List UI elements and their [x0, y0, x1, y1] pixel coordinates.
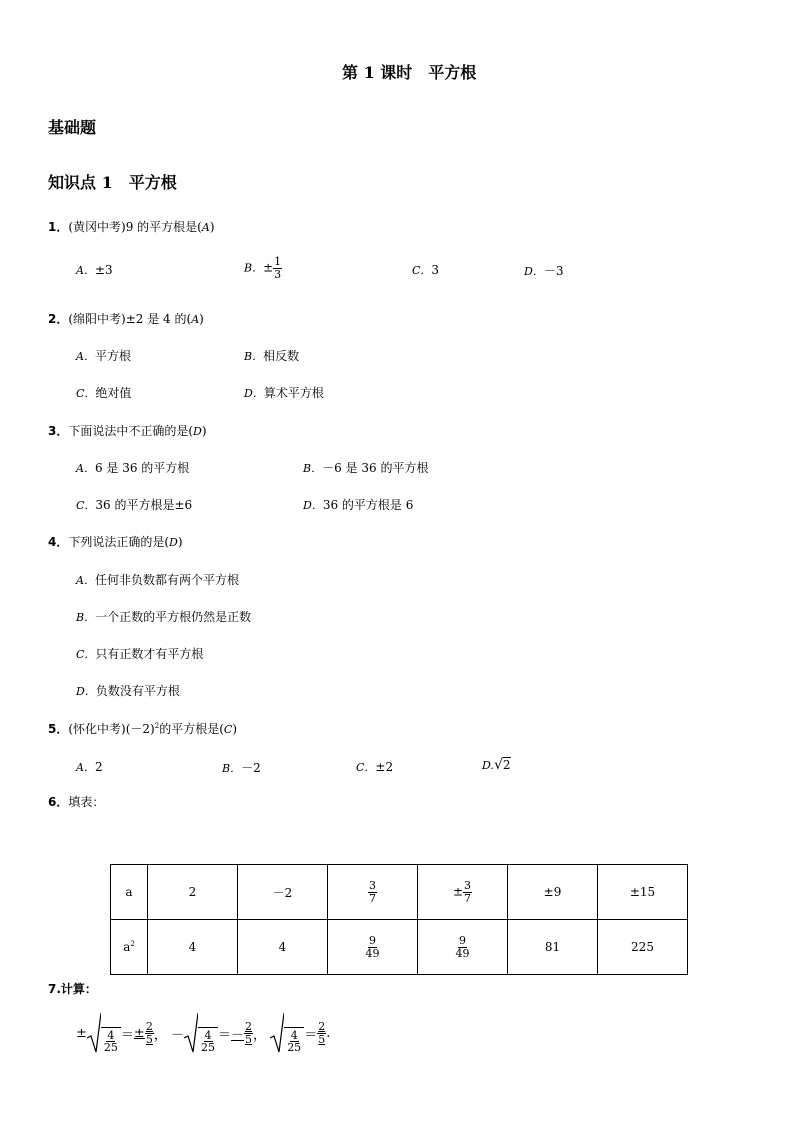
option-b: [76, 608, 251, 625]
paren-close: ): [232, 722, 237, 736]
option-a: [76, 459, 189, 476]
option-letter: C．: [356, 761, 376, 774]
option-letter: B．: [244, 261, 264, 275]
option-a: [76, 262, 113, 278]
table-row: [111, 920, 688, 975]
fraction-numerator: 3: [464, 878, 472, 892]
option-b: [244, 347, 299, 364]
paren-close: ): [177, 535, 183, 549]
option-text: －3: [543, 264, 564, 278]
question-4: [48, 533, 183, 550]
fraction: [463, 880, 472, 904]
paren-close: ): [201, 424, 207, 438]
fraction: [286, 1030, 302, 1054]
sign: ±: [76, 1025, 87, 1041]
fraction-numerator: 1: [274, 255, 282, 268]
knowledge-point-heading: 知识点 1 平方根: [48, 173, 177, 192]
option-letter: D．: [303, 499, 323, 512]
option-letter: D.: [482, 759, 494, 772]
option-letter: A．: [76, 574, 95, 587]
question-7: [48, 980, 97, 997]
question-stem: (绵阳中考)±2 是 4 的(: [68, 312, 192, 326]
section-heading: 基础题: [48, 118, 97, 137]
answer: C: [223, 723, 233, 736]
option-letter: A．: [76, 761, 95, 774]
option-text: 负数没有平方根: [95, 684, 180, 698]
square-root: [270, 1012, 304, 1054]
table-cell: a: [111, 865, 148, 920]
fraction-denominator: 25: [287, 1041, 302, 1055]
paren-close: ): [199, 312, 204, 326]
separator: ，: [253, 1027, 267, 1043]
fraction: [200, 1030, 216, 1054]
table-row: [111, 865, 688, 920]
option-text: 3: [431, 263, 440, 277]
table-cell: [328, 865, 418, 920]
question-stem: 下列说法正确的是(: [68, 535, 170, 549]
option-d: [244, 384, 324, 401]
question-stem: 计算：: [60, 982, 97, 996]
result-sign: ±: [133, 1025, 145, 1041]
option-a: [76, 347, 131, 364]
table-cell: [418, 865, 508, 920]
answer: D: [169, 536, 178, 549]
question-stem: 下面说法中不正确的是(: [68, 424, 194, 438]
question-1: [48, 218, 215, 235]
result-sign: －: [231, 1027, 245, 1043]
fraction-numerator: 3: [369, 878, 376, 892]
fraction-numerator: 9: [369, 933, 376, 947]
sqrt-sign: √: [493, 757, 503, 773]
fraction-numerator: 4: [107, 1028, 115, 1042]
separator: .: [326, 1025, 331, 1041]
radical-sign-icon: [270, 1012, 284, 1054]
table-cell: －2: [238, 865, 328, 920]
option-text: 一个正数的平方根仍然是正数: [95, 610, 252, 624]
option-letter: C．: [76, 648, 96, 661]
equals: ＝: [304, 1027, 318, 1043]
table-cell: 4: [238, 920, 328, 975]
fraction-denominator: 5: [145, 1032, 153, 1046]
question-stem-tail: 的平方根是(: [159, 722, 224, 736]
table-cell: [111, 920, 148, 975]
question-number: 1．: [48, 220, 69, 234]
radicand: [101, 1027, 121, 1054]
expression-3: [270, 1012, 330, 1054]
option-text: ±2: [375, 760, 394, 774]
option-letter: C．: [76, 387, 96, 400]
fraction: [368, 880, 377, 904]
table-cell: ±9: [508, 865, 598, 920]
radicand: 2: [502, 758, 511, 772]
option-letter: D．: [524, 265, 544, 278]
option-text: 绝对值: [95, 386, 132, 400]
option-text: 平方根: [94, 349, 131, 363]
table-cell: 225: [598, 920, 688, 975]
option-text: 36 的平方根是±6: [95, 498, 193, 512]
fraction-numerator: 2: [318, 1019, 326, 1033]
option-letter: B．: [222, 762, 242, 775]
paren-close: ): [209, 220, 215, 234]
radicand: [198, 1027, 218, 1054]
question-stem: (怀化中考)(－2): [68, 722, 155, 736]
option-c: [76, 645, 203, 662]
question-number: 6．: [48, 795, 69, 809]
table-cell: 4: [148, 920, 238, 975]
option-text: ±3: [94, 263, 113, 277]
radicand: [284, 1027, 304, 1054]
fraction: [103, 1030, 119, 1054]
row-head: a: [123, 940, 131, 954]
option-a: [76, 759, 103, 775]
radical-sign-icon: [87, 1012, 101, 1054]
question-number: 5．: [48, 722, 69, 736]
option-d: [303, 496, 413, 513]
option-letter: C．: [412, 264, 432, 277]
equals: ＝: [120, 1027, 134, 1043]
calculation-line: [76, 1012, 330, 1054]
question-5: [48, 720, 237, 737]
option-a: [76, 571, 239, 588]
fill-table: [110, 864, 688, 975]
expression-2: [171, 1012, 266, 1054]
option-c: [412, 262, 439, 278]
option-text: －2: [241, 761, 261, 775]
question-stem: (黄冈中考)9 的平方根是(: [68, 220, 202, 234]
table-cell: [418, 920, 508, 975]
option-text: 36 的平方根是 6: [322, 498, 414, 512]
fraction-denominator: 5: [318, 1032, 326, 1046]
plus-minus: ±: [452, 884, 464, 899]
fraction: [365, 935, 381, 959]
option-c: [76, 384, 131, 401]
square-root: [184, 1012, 218, 1054]
fraction-denominator: 49: [365, 946, 380, 960]
question-stem: 填表：: [68, 795, 105, 809]
option-d: [76, 682, 180, 699]
option-d: [482, 757, 511, 773]
result-fraction: [244, 1021, 253, 1045]
table-cell: ±15: [598, 865, 688, 920]
option-c: [356, 759, 393, 775]
option-c: [76, 496, 192, 513]
sign: －: [170, 1027, 184, 1043]
fraction-numerator: 4: [290, 1028, 298, 1042]
option-text: 6 是 36 的平方根: [94, 461, 190, 475]
option-text: ±: [263, 260, 274, 275]
table-cell: 81: [508, 920, 598, 975]
table-cell: 2: [148, 865, 238, 920]
page-title: 第 1 课时 平方根: [342, 63, 477, 82]
fraction: [455, 935, 471, 959]
question-number: 4．: [48, 535, 69, 549]
option-d: [524, 262, 563, 279]
question-2: [48, 310, 204, 327]
fraction-denominator: 49: [455, 946, 470, 960]
exponent: 2: [154, 722, 160, 730]
option-letter: A．: [76, 264, 95, 277]
separator: ，: [153, 1027, 167, 1043]
option-b: [244, 256, 282, 280]
option-letter: B．: [244, 350, 264, 363]
option-letter: D．: [76, 685, 96, 698]
option-letter: A．: [76, 350, 95, 363]
exponent: 2: [130, 940, 135, 948]
question-number: 7.: [48, 982, 61, 996]
option-text: 2: [94, 760, 103, 774]
answer: A: [201, 221, 210, 234]
option-text: 算术平方根: [263, 386, 324, 400]
fraction-denominator: 7: [464, 891, 472, 905]
option-letter: A．: [76, 462, 95, 475]
option-text: 相反数: [263, 349, 300, 363]
question-6: [48, 793, 104, 810]
option-letter: D．: [244, 387, 264, 400]
option-text: －6 是 36 的平方根: [322, 461, 429, 475]
fraction: [273, 256, 282, 280]
fraction-denominator: 25: [103, 1041, 118, 1055]
radical-sign-icon: [184, 1012, 198, 1054]
option-letter: C．: [76, 499, 96, 512]
answer: A: [191, 313, 200, 326]
equals: ＝: [218, 1027, 232, 1043]
question-number: 2．: [48, 312, 69, 326]
option-letter: B．: [76, 611, 96, 624]
fraction-denominator: 5: [245, 1032, 253, 1046]
question-number: 3．: [48, 424, 69, 438]
square-root: [87, 1012, 121, 1054]
option-text: 只有正数才有平方根: [95, 647, 204, 661]
fraction-numerator: 2: [145, 1019, 153, 1033]
question-3: [48, 422, 207, 439]
fraction-numerator: 9: [459, 933, 466, 947]
table-cell: [328, 920, 418, 975]
fraction-numerator: 4: [204, 1028, 212, 1042]
option-letter: B．: [303, 462, 323, 475]
fraction-denominator: 3: [274, 267, 282, 281]
option-b: [303, 459, 428, 476]
fraction-numerator: 2: [245, 1019, 253, 1033]
option-text: 任何非负数都有两个平方根: [94, 573, 239, 587]
expression-1: [76, 1012, 167, 1054]
result-fraction: [317, 1021, 326, 1045]
answer: D: [193, 425, 202, 438]
fraction-denominator: 25: [201, 1041, 215, 1055]
option-b: [222, 759, 261, 776]
result-fraction: [145, 1021, 154, 1045]
fraction-denominator: 7: [369, 891, 376, 905]
